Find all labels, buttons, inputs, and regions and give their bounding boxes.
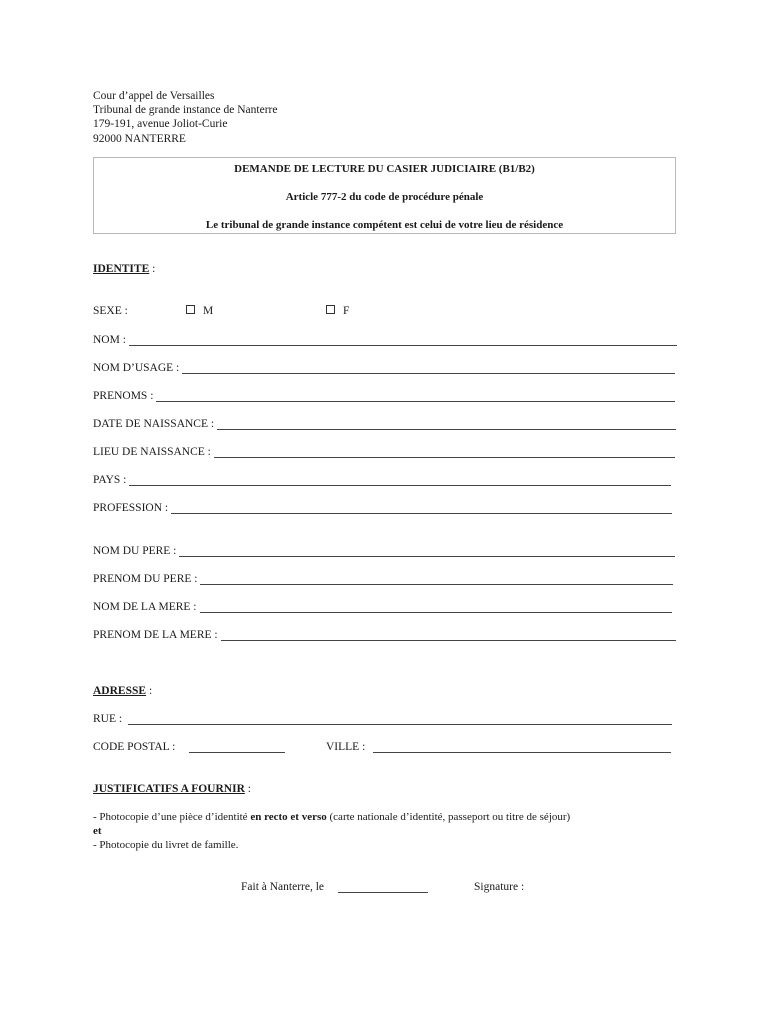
field-label: PAYS : — [93, 474, 127, 486]
field-input-line[interactable] — [217, 429, 676, 430]
checkbox-f-icon[interactable] — [326, 305, 335, 314]
field-input-line[interactable] — [129, 485, 671, 486]
sexe-label: SEXE : — [93, 305, 128, 317]
code-postal-label: CODE POSTAL : — [93, 741, 176, 753]
field-label: LIEU DE NAISSANCE : — [93, 446, 211, 458]
address-line-2: Tribunal de grande instance de Nanterre — [93, 104, 278, 117]
code-postal-input-line[interactable] — [189, 752, 285, 753]
court-address — [93, 89, 277, 146]
jurisdiction-note: Le tribunal de grande instance compétent est celui de votre lieu de résidence — [205, 219, 564, 231]
field-input-line[interactable] — [156, 401, 675, 402]
identite-colon: : — [149, 263, 156, 275]
sexe-option-m[interactable] — [186, 305, 213, 317]
field-input-line[interactable] — [200, 584, 673, 585]
field-label: PRENOMS : — [93, 390, 154, 402]
field-label: NOM DU PERE : — [93, 545, 177, 557]
justificatifs-heading — [93, 783, 251, 795]
identite-heading — [93, 263, 155, 275]
adresse-colon: : — [146, 685, 153, 697]
item1-bold: en recto et verso — [250, 811, 327, 823]
form-title: DEMANDE DE LECTURE DU CASIER JUDICIAIRE (B1/B2) — [234, 163, 535, 175]
address-line-3: 179-191, avenue Joliot-Curie — [93, 118, 228, 131]
justificatif-item-1 — [93, 811, 570, 823]
field-input-line[interactable] — [200, 612, 672, 613]
sexe-row — [93, 305, 128, 317]
date-input-line[interactable] — [338, 892, 428, 893]
checkbox-m-icon[interactable] — [186, 305, 195, 314]
field-label: DATE DE NAISSANCE : — [93, 418, 215, 430]
ville-label: VILLE : — [326, 741, 366, 753]
field-input-line[interactable] — [221, 640, 676, 641]
title-box — [93, 157, 676, 234]
field-label: PROFESSION : — [93, 502, 169, 514]
address-line-4: 92000 NANTERRE — [93, 132, 186, 145]
field-input-line[interactable] — [179, 556, 675, 557]
field-input-line[interactable] — [214, 457, 675, 458]
field-input-line[interactable] — [182, 373, 675, 374]
address-line-1: Cour d’appel de Versailles — [93, 90, 215, 102]
adresse-heading-text: ADRESSE — [93, 685, 147, 697]
item1-suffix: (carte nationale d’identité, passeport ou titre de séjour) — [326, 811, 571, 823]
identite-heading-text: IDENTITE — [93, 263, 150, 275]
sexe-option-f[interactable] — [326, 305, 349, 317]
rue-label: RUE : — [93, 713, 123, 725]
field-label: NOM : — [93, 334, 126, 346]
adresse-heading — [93, 685, 152, 697]
justificatifs-heading-text: JUSTIFICATIFS A FOURNIR — [93, 783, 245, 795]
fait-label: Fait à Nanterre, le — [241, 881, 325, 893]
legal-article: Article 777-2 du code de procédure pénale — [285, 191, 484, 203]
justificatif-conjunction: et — [93, 825, 102, 837]
justificatif-item-2: - Photocopie du livret de famille. — [93, 839, 239, 851]
field-label: PRENOM DE LA MERE : — [93, 629, 218, 641]
ville-input-line[interactable] — [373, 752, 671, 753]
item1-prefix: - Photocopie d’une pièce d’identité — [93, 811, 251, 823]
justificatifs-colon: : — [244, 783, 251, 795]
field-label: NOM D’USAGE : — [93, 362, 180, 374]
field-label: PRENOM DU PERE : — [93, 573, 198, 585]
field-label: NOM DE LA MERE : — [93, 601, 197, 613]
field-input-line[interactable] — [171, 513, 672, 514]
sexe-option-f-label: F — [343, 305, 350, 317]
field-input-line[interactable] — [129, 345, 677, 346]
signature-label: Signature : — [474, 881, 525, 893]
rue-input-line[interactable] — [128, 724, 672, 725]
sexe-option-m-label: M — [203, 305, 214, 317]
